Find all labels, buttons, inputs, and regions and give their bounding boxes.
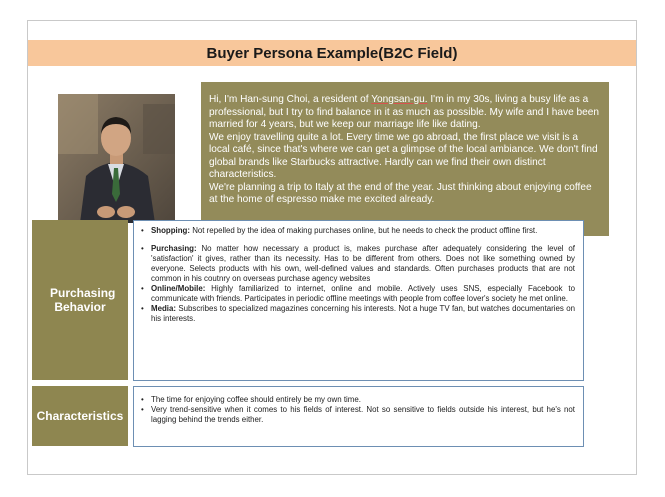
intro-paragraph-1	[209, 94, 601, 132]
characteristics-list	[140, 395, 575, 425]
list-item: • The time for enjoying coffee should entirely be my own time.	[140, 395, 575, 405]
list-item	[140, 304, 575, 324]
item-term: Online/Mobile:	[151, 284, 206, 293]
item-term: Purchasing:	[151, 244, 197, 253]
characteristics-label-text: Characteristics	[36, 409, 124, 423]
characteristics-box	[133, 386, 584, 447]
item-term: Media:	[151, 304, 176, 313]
intro-paragraph-3: We're planning a trip to Italy at the end of the year. Just thinking about enjoying coffee at the home of espresso make me excited already.	[209, 181, 592, 205]
item-text: Subscribes to specialized magazines concerning his interests. Not a huge TV fan, but watches documentaries on his interests.	[151, 304, 575, 323]
intro-text: I'm in my 30s, living a busy life as a professional, but I try to find balance in it as much as possible. My wife and I have been married for 4 years, but we keep our marriage life like dating.	[209, 94, 599, 130]
list-item	[140, 226, 575, 236]
persona-intro	[201, 82, 609, 236]
list-item	[140, 284, 575, 304]
item-text: Not repelled by the idea of making purchases online, but he needs to check the product offline first.	[190, 226, 538, 235]
purchasing-behavior-box	[133, 220, 584, 381]
item-text: Highly familiarized to internet, online and mobile. Actively uses SNS, especially Facebook to communicate with friends. Participates in periodic offline meetings with people from coffee lover's society he met online.	[151, 284, 575, 303]
persona-photo	[58, 94, 175, 223]
list-item: • Very trend-sensitive when it comes to his fields of interest. Not so sensitive to fields outside his interest, but he's not lagging behind the trends either.	[140, 405, 575, 425]
intro-text: Hi, I'm Han-sung Choi, a resident of	[209, 94, 372, 105]
item-text: No matter how necessary a product is, makes purchase after adequately considering the level of 'satisfaction' it gives, rather than its necessity. Has to be different from others. Does not like something owned by everyone. Selects products with his own, well-defined values and standards. Often purchases products that are not common in his coutnry on overseas purchase agency websites	[151, 244, 575, 283]
item-term: Shopping:	[151, 226, 191, 235]
page-title: Buyer Persona Example(B2C Field)	[206, 44, 458, 62]
title-bar	[28, 40, 636, 66]
characteristics-label	[32, 386, 128, 446]
purchasing-label-text: Purchasing Behavior	[50, 286, 116, 314]
person-portrait-icon	[58, 94, 175, 223]
purchasing-behavior-label	[32, 220, 128, 380]
list-item	[140, 244, 575, 284]
purchasing-list	[140, 226, 575, 324]
intro-paragraph-2: We enjoy travelling quite a lot. Every time we go abroad, the first place we visit is a local café, since that's where we can get a glimpse of the local ambiance. We don't find global brands like Starbucks attractive. Hardly can we find their own distinct characteristics.	[209, 131, 598, 180]
intro-place: Yongsan-gu.	[371, 94, 428, 105]
